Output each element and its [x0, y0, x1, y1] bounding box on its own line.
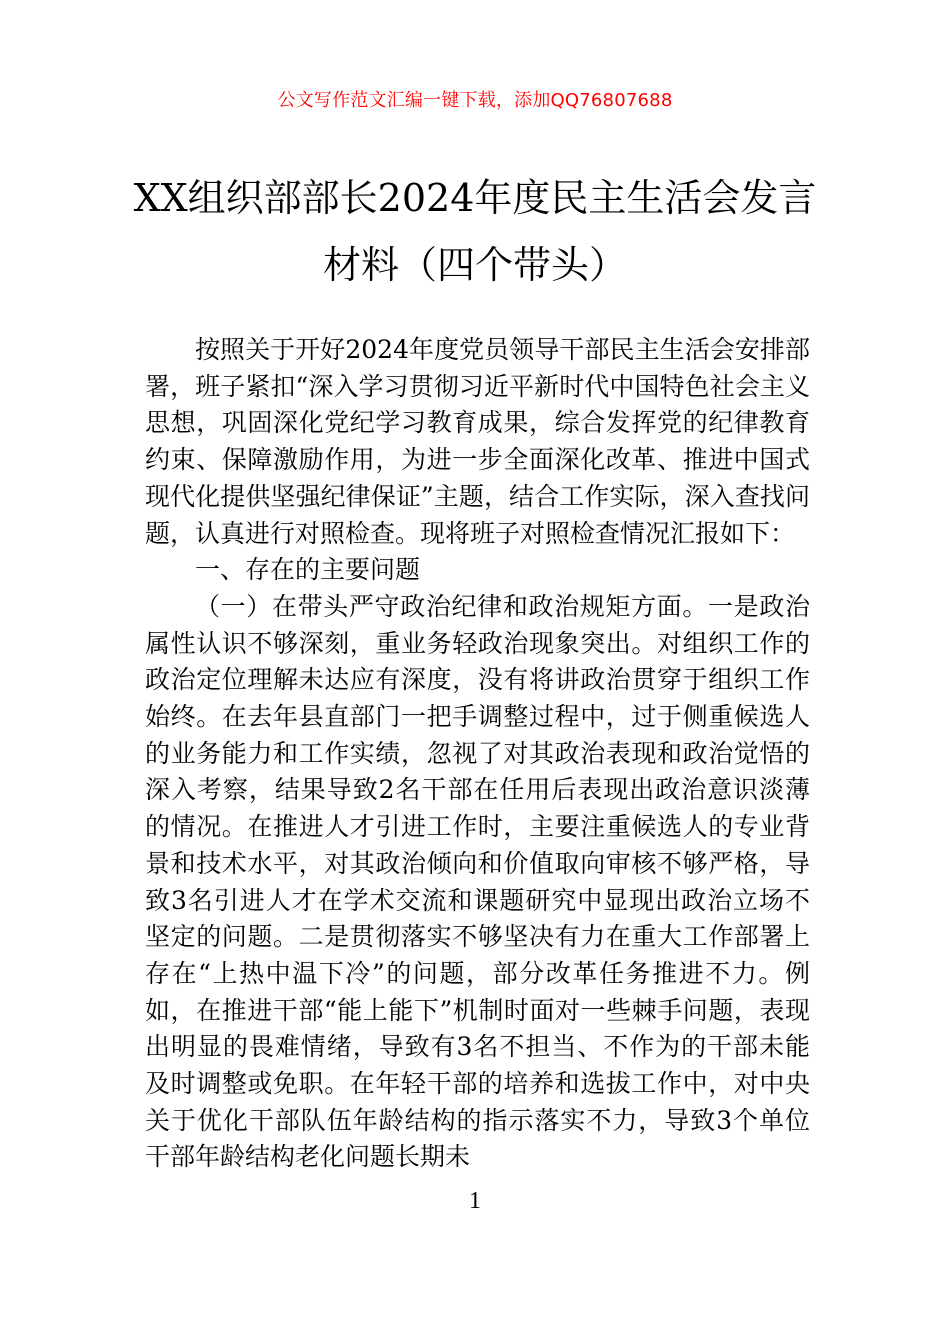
intro-paragraph: 按照关于开好2024年度党员领导干部民主生活会安排部署，班子紧扣“深入学习贯彻习近平新时代中国特色社会主义思想，巩固深化党纪学习教育成果，综合发挥党的纪律教育约束、保障激励作用，为进一步全面深化改革、推进中国式现代化提供坚强纪律保证”主题，结合工作实际，深入查找问题，认真进行对照检查。现将班子对照检查情况汇报如下：: [145, 335, 810, 548]
section-heading: 一、存在的主要问题: [195, 555, 421, 585]
page-number: 1: [469, 1188, 481, 1214]
document-body: [145, 332, 810, 1176]
download-banner: 公文写作范文汇编一键下载，添加QQ76807688: [277, 90, 673, 111]
document-title-line-1: XX组织部部长2024年度民主生活会发言: [133, 176, 817, 220]
document-title-line-2: 材料（四个带头）: [322, 243, 627, 287]
section-paragraph-1: （一）在带头严守政治纪律和政治规矩方面。一是政治属性认识不够深刻，重业务轻政治现象突出。对组织工作的政治定位理解未达应有深度，没有将讲政治贯穿于组织工作始终。在去年县直部门一把手调整过程中，过于侧重候选人的业务能力和工作实绩，忽视了对其政治表现和政治觉悟的深入考察，结果导致2名干部在任用后表现出政治意识淡薄的情况。在推进人才引进工作时，主要注重候选人的专业背景和技术水平，对其政治倾向和价值取向审核不够严格，导致3名引进人才在学术交流和课题研究中显现出政治立场不坚定的问题。二是贯彻落实不够坚决有力在重大工作部署上存在“上热中温下冷”的问题，部分改革任务推进不力。例如，在推进干部“能上能下”机制时面对一些棘手问题，表现出明显的畏难情绪，导致有3名不担当、不作为的干部未能及时调整或免职。在年轻干部的培养和选拔工作中，对中央关于优化干部队伍年龄结构的指示落实不力，导致3个单位干部年龄结构老化问题长期未: [145, 591, 810, 1172]
